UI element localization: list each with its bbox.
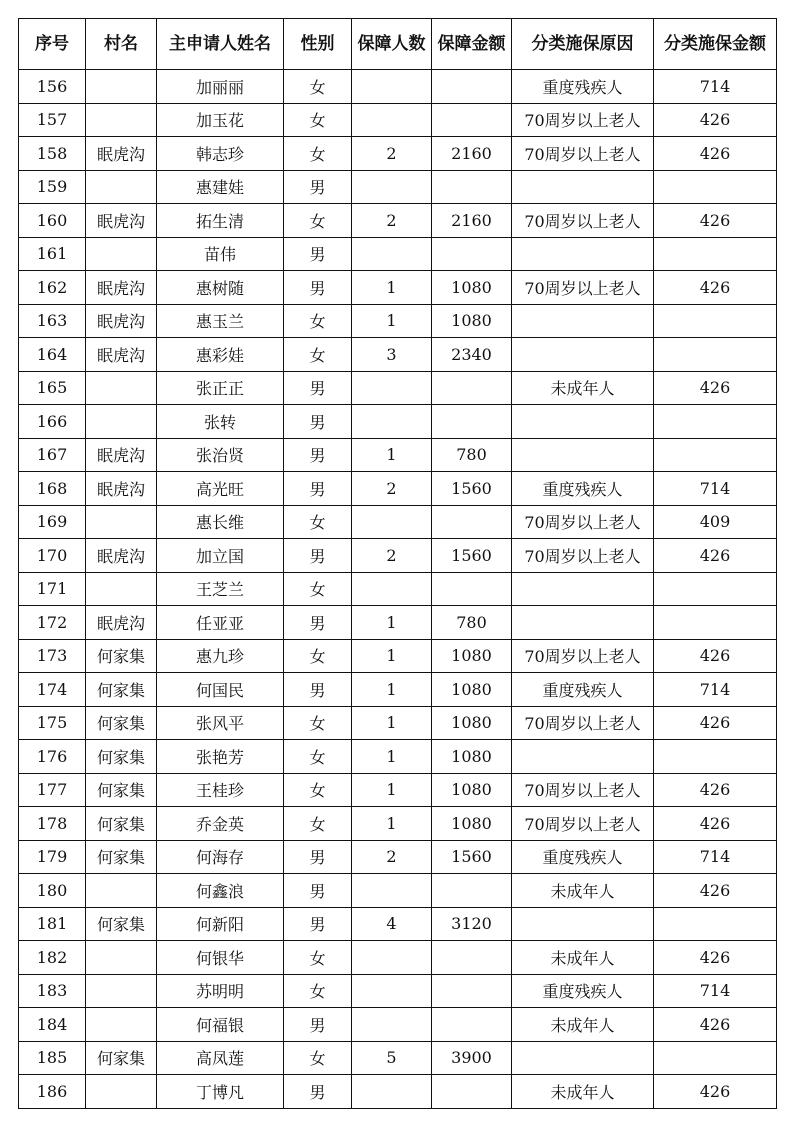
table-row — [19, 1075, 777, 1109]
persons-cell: 1 — [352, 740, 432, 774]
applicant-cell: 乔金英 — [157, 807, 284, 841]
serial-cell: 174 — [19, 673, 86, 707]
village-cell — [86, 874, 157, 908]
persons-cell — [352, 237, 432, 271]
class-amount-cell: 426 — [654, 271, 777, 305]
amount-cell: 1080 — [432, 271, 512, 305]
reason-cell — [512, 405, 654, 439]
serial-cell: 180 — [19, 874, 86, 908]
persons-cell: 3 — [352, 338, 432, 372]
reason-cell — [512, 438, 654, 472]
serial-cell: 165 — [19, 371, 86, 405]
header-village-name: 村名 — [86, 19, 157, 70]
header-assistance-amount: 保障金额 — [432, 19, 512, 70]
table-row — [19, 271, 777, 305]
applicant-cell: 高光旺 — [157, 472, 284, 506]
village-cell: 眠虎沟 — [86, 472, 157, 506]
amount-cell — [432, 505, 512, 539]
reason-cell: 70周岁以上老人 — [512, 706, 654, 740]
gender-cell: 女 — [284, 70, 352, 104]
gender-cell: 男 — [284, 539, 352, 573]
class-amount-cell: 426 — [654, 371, 777, 405]
table-row — [19, 103, 777, 137]
table-row — [19, 204, 777, 238]
village-cell — [86, 1008, 157, 1042]
village-cell: 眠虎沟 — [86, 438, 157, 472]
table-row — [19, 539, 777, 573]
gender-cell: 男 — [284, 606, 352, 640]
class-amount-cell: 426 — [654, 103, 777, 137]
reason-cell: 未成年人 — [512, 874, 654, 908]
reason-cell — [512, 606, 654, 640]
persons-cell: 1 — [352, 304, 432, 338]
applicant-cell: 加玉花 — [157, 103, 284, 137]
table-row — [19, 237, 777, 271]
reason-cell: 未成年人 — [512, 371, 654, 405]
reason-cell — [512, 170, 654, 204]
header-serial-number: 序号 — [19, 19, 86, 70]
table-row — [19, 472, 777, 506]
reason-cell: 重度残疾人 — [512, 673, 654, 707]
table-row — [19, 840, 777, 874]
applicant-cell: 张转 — [157, 405, 284, 439]
reason-cell: 重度残疾人 — [512, 472, 654, 506]
table-row — [19, 706, 777, 740]
reason-cell — [512, 907, 654, 941]
gender-cell: 女 — [284, 304, 352, 338]
village-cell — [86, 170, 157, 204]
persons-cell: 1 — [352, 271, 432, 305]
amount-cell — [432, 974, 512, 1008]
reason-cell: 70周岁以上老人 — [512, 204, 654, 238]
gender-cell: 男 — [284, 472, 352, 506]
serial-cell: 159 — [19, 170, 86, 204]
applicant-cell: 何银华 — [157, 941, 284, 975]
amount-cell: 1560 — [432, 539, 512, 573]
applicant-cell: 何海存 — [157, 840, 284, 874]
gender-cell: 女 — [284, 338, 352, 372]
serial-cell: 168 — [19, 472, 86, 506]
village-cell: 眠虎沟 — [86, 271, 157, 305]
village-cell: 何家集 — [86, 706, 157, 740]
reason-cell: 70周岁以上老人 — [512, 137, 654, 171]
table-row — [19, 907, 777, 941]
applicant-cell: 苗伟 — [157, 237, 284, 271]
village-cell: 何家集 — [86, 1041, 157, 1075]
applicant-cell: 高凤莲 — [157, 1041, 284, 1075]
serial-cell: 179 — [19, 840, 86, 874]
class-amount-cell — [654, 907, 777, 941]
village-cell — [86, 103, 157, 137]
persons-cell — [352, 1008, 432, 1042]
amount-cell — [432, 405, 512, 439]
table-row — [19, 1041, 777, 1075]
table-row — [19, 572, 777, 606]
amount-cell: 1080 — [432, 773, 512, 807]
village-cell — [86, 1075, 157, 1109]
class-amount-cell — [654, 170, 777, 204]
table-row — [19, 639, 777, 673]
amount-cell: 3900 — [432, 1041, 512, 1075]
reason-cell: 未成年人 — [512, 941, 654, 975]
class-amount-cell — [654, 338, 777, 372]
gender-cell: 男 — [284, 170, 352, 204]
applicant-cell: 惠九珍 — [157, 639, 284, 673]
gender-cell: 女 — [284, 941, 352, 975]
village-cell — [86, 70, 157, 104]
gender-cell: 女 — [284, 740, 352, 774]
serial-cell: 156 — [19, 70, 86, 104]
reason-cell: 未成年人 — [512, 1008, 654, 1042]
reason-cell: 70周岁以上老人 — [512, 639, 654, 673]
serial-cell: 164 — [19, 338, 86, 372]
class-amount-cell: 426 — [654, 1075, 777, 1109]
class-amount-cell: 426 — [654, 773, 777, 807]
village-cell — [86, 941, 157, 975]
table-row — [19, 338, 777, 372]
amount-cell — [432, 170, 512, 204]
persons-cell: 4 — [352, 907, 432, 941]
amount-cell: 3120 — [432, 907, 512, 941]
serial-cell: 182 — [19, 941, 86, 975]
persons-cell: 2 — [352, 840, 432, 874]
table-row — [19, 170, 777, 204]
village-cell — [86, 572, 157, 606]
gender-cell: 女 — [284, 974, 352, 1008]
serial-cell: 166 — [19, 405, 86, 439]
class-amount-cell: 426 — [654, 539, 777, 573]
amount-cell: 2340 — [432, 338, 512, 372]
persons-cell — [352, 874, 432, 908]
serial-cell: 170 — [19, 539, 86, 573]
village-cell: 何家集 — [86, 673, 157, 707]
class-amount-cell — [654, 237, 777, 271]
reason-cell — [512, 304, 654, 338]
amount-cell: 780 — [432, 606, 512, 640]
table-row — [19, 505, 777, 539]
village-cell — [86, 505, 157, 539]
persons-cell: 2 — [352, 204, 432, 238]
header-gender: 性别 — [284, 19, 352, 70]
gender-cell: 男 — [284, 1008, 352, 1042]
applicant-cell: 王桂珍 — [157, 773, 284, 807]
reason-cell: 70周岁以上老人 — [512, 773, 654, 807]
table-body — [19, 70, 777, 1109]
gender-cell: 男 — [284, 371, 352, 405]
table-row — [19, 941, 777, 975]
village-cell: 眠虎沟 — [86, 338, 157, 372]
amount-cell: 780 — [432, 438, 512, 472]
table-row — [19, 405, 777, 439]
village-cell: 眠虎沟 — [86, 204, 157, 238]
gender-cell: 女 — [284, 137, 352, 171]
amount-cell — [432, 941, 512, 975]
applicant-cell: 拓生清 — [157, 204, 284, 238]
amount-cell: 2160 — [432, 204, 512, 238]
class-amount-cell: 714 — [654, 70, 777, 104]
header-covered-persons: 保障人数 — [352, 19, 432, 70]
table-row — [19, 807, 777, 841]
persons-cell — [352, 70, 432, 104]
applicant-cell: 王芝兰 — [157, 572, 284, 606]
serial-cell: 175 — [19, 706, 86, 740]
persons-cell: 2 — [352, 539, 432, 573]
serial-cell: 167 — [19, 438, 86, 472]
applicant-cell: 张治贤 — [157, 438, 284, 472]
serial-cell: 157 — [19, 103, 86, 137]
serial-cell: 161 — [19, 237, 86, 271]
persons-cell — [352, 405, 432, 439]
table-row — [19, 673, 777, 707]
gender-cell: 女 — [284, 204, 352, 238]
table-row — [19, 438, 777, 472]
persons-cell: 2 — [352, 472, 432, 506]
village-cell — [86, 237, 157, 271]
village-cell: 眠虎沟 — [86, 606, 157, 640]
gender-cell: 女 — [284, 706, 352, 740]
applicant-cell: 韩志珍 — [157, 137, 284, 171]
class-amount-cell — [654, 572, 777, 606]
class-amount-cell: 426 — [654, 706, 777, 740]
assistance-table — [18, 18, 777, 1109]
persons-cell: 2 — [352, 137, 432, 171]
applicant-cell: 丁博凡 — [157, 1075, 284, 1109]
table-row — [19, 70, 777, 104]
serial-cell: 158 — [19, 137, 86, 171]
persons-cell — [352, 505, 432, 539]
persons-cell: 1 — [352, 639, 432, 673]
class-amount-cell: 409 — [654, 505, 777, 539]
applicant-cell: 张艳芳 — [157, 740, 284, 774]
village-cell: 何家集 — [86, 639, 157, 673]
table-row — [19, 773, 777, 807]
reason-cell: 70周岁以上老人 — [512, 807, 654, 841]
gender-cell: 女 — [284, 572, 352, 606]
class-amount-cell — [654, 606, 777, 640]
applicant-cell: 苏明明 — [157, 974, 284, 1008]
table-row — [19, 137, 777, 171]
applicant-cell: 何新阳 — [157, 907, 284, 941]
class-amount-cell: 714 — [654, 974, 777, 1008]
serial-cell: 184 — [19, 1008, 86, 1042]
amount-cell: 1560 — [432, 840, 512, 874]
header-applicant-name: 主申请人姓名 — [157, 19, 284, 70]
table-row — [19, 606, 777, 640]
class-amount-cell: 426 — [654, 1008, 777, 1042]
village-cell — [86, 371, 157, 405]
serial-cell: 181 — [19, 907, 86, 941]
applicant-cell: 加丽丽 — [157, 70, 284, 104]
table-row — [19, 874, 777, 908]
village-cell — [86, 405, 157, 439]
gender-cell: 女 — [284, 505, 352, 539]
serial-cell: 163 — [19, 304, 86, 338]
persons-cell — [352, 974, 432, 1008]
amount-cell — [432, 237, 512, 271]
serial-cell: 177 — [19, 773, 86, 807]
reason-cell — [512, 1041, 654, 1075]
applicant-cell: 任亚亚 — [157, 606, 284, 640]
serial-cell: 169 — [19, 505, 86, 539]
reason-cell: 未成年人 — [512, 1075, 654, 1109]
persons-cell: 1 — [352, 438, 432, 472]
reason-cell: 70周岁以上老人 — [512, 505, 654, 539]
gender-cell: 女 — [284, 1041, 352, 1075]
gender-cell: 男 — [284, 405, 352, 439]
applicant-cell: 惠树随 — [157, 271, 284, 305]
serial-cell: 185 — [19, 1041, 86, 1075]
reason-cell: 70周岁以上老人 — [512, 539, 654, 573]
class-amount-cell: 426 — [654, 941, 777, 975]
gender-cell: 男 — [284, 907, 352, 941]
amount-cell — [432, 70, 512, 104]
persons-cell — [352, 1075, 432, 1109]
class-amount-cell: 426 — [654, 874, 777, 908]
village-cell: 何家集 — [86, 773, 157, 807]
applicant-cell: 惠长维 — [157, 505, 284, 539]
serial-cell: 183 — [19, 974, 86, 1008]
table-row — [19, 1008, 777, 1042]
gender-cell: 男 — [284, 271, 352, 305]
persons-cell: 1 — [352, 807, 432, 841]
gender-cell: 男 — [284, 237, 352, 271]
amount-cell — [432, 103, 512, 137]
table-row — [19, 974, 777, 1008]
gender-cell: 男 — [284, 874, 352, 908]
reason-cell — [512, 572, 654, 606]
amount-cell: 1080 — [432, 639, 512, 673]
amount-cell — [432, 1008, 512, 1042]
persons-cell: 1 — [352, 706, 432, 740]
village-cell: 眠虎沟 — [86, 539, 157, 573]
serial-cell: 172 — [19, 606, 86, 640]
gender-cell: 男 — [284, 438, 352, 472]
gender-cell: 女 — [284, 773, 352, 807]
header-classification-reason: 分类施保原因 — [512, 19, 654, 70]
persons-cell: 1 — [352, 606, 432, 640]
persons-cell: 5 — [352, 1041, 432, 1075]
serial-cell: 162 — [19, 271, 86, 305]
village-cell: 眠虎沟 — [86, 304, 157, 338]
serial-cell: 173 — [19, 639, 86, 673]
class-amount-cell: 426 — [654, 807, 777, 841]
serial-cell: 186 — [19, 1075, 86, 1109]
amount-cell: 2160 — [432, 137, 512, 171]
applicant-cell: 何福银 — [157, 1008, 284, 1042]
persons-cell — [352, 941, 432, 975]
gender-cell: 女 — [284, 807, 352, 841]
amount-cell: 1080 — [432, 673, 512, 707]
table-row — [19, 740, 777, 774]
applicant-cell: 惠建娃 — [157, 170, 284, 204]
amount-cell: 1080 — [432, 740, 512, 774]
amount-cell — [432, 371, 512, 405]
village-cell: 何家集 — [86, 807, 157, 841]
reason-cell: 重度残疾人 — [512, 974, 654, 1008]
reason-cell — [512, 338, 654, 372]
amount-cell — [432, 572, 512, 606]
serial-cell: 178 — [19, 807, 86, 841]
gender-cell: 女 — [284, 103, 352, 137]
class-amount-cell — [654, 1041, 777, 1075]
class-amount-cell: 714 — [654, 840, 777, 874]
applicant-cell: 张正正 — [157, 371, 284, 405]
class-amount-cell: 426 — [654, 639, 777, 673]
class-amount-cell — [654, 304, 777, 338]
persons-cell — [352, 572, 432, 606]
table-header-row — [19, 19, 777, 70]
gender-cell: 女 — [284, 639, 352, 673]
reason-cell — [512, 740, 654, 774]
village-cell — [86, 974, 157, 1008]
persons-cell: 1 — [352, 773, 432, 807]
persons-cell — [352, 170, 432, 204]
amount-cell: 1080 — [432, 304, 512, 338]
amount-cell: 1080 — [432, 807, 512, 841]
class-amount-cell — [654, 438, 777, 472]
class-amount-cell: 714 — [654, 472, 777, 506]
serial-cell: 176 — [19, 740, 86, 774]
reason-cell — [512, 237, 654, 271]
class-amount-cell: 426 — [654, 137, 777, 171]
reason-cell: 70周岁以上老人 — [512, 271, 654, 305]
applicant-cell: 张风平 — [157, 706, 284, 740]
village-cell: 何家集 — [86, 740, 157, 774]
serial-cell: 171 — [19, 572, 86, 606]
reason-cell: 重度残疾人 — [512, 840, 654, 874]
amount-cell: 1080 — [432, 706, 512, 740]
document-page — [18, 18, 776, 1109]
applicant-cell: 何国民 — [157, 673, 284, 707]
persons-cell — [352, 371, 432, 405]
amount-cell: 1560 — [432, 472, 512, 506]
reason-cell: 70周岁以上老人 — [512, 103, 654, 137]
gender-cell: 男 — [284, 840, 352, 874]
serial-cell: 160 — [19, 204, 86, 238]
class-amount-cell: 426 — [654, 204, 777, 238]
village-cell: 何家集 — [86, 840, 157, 874]
class-amount-cell — [654, 405, 777, 439]
amount-cell — [432, 1075, 512, 1109]
applicant-cell: 何鑫浪 — [157, 874, 284, 908]
reason-cell: 重度残疾人 — [512, 70, 654, 104]
class-amount-cell — [654, 740, 777, 774]
gender-cell: 男 — [284, 1075, 352, 1109]
applicant-cell: 惠彩娃 — [157, 338, 284, 372]
amount-cell — [432, 874, 512, 908]
applicant-cell: 加立国 — [157, 539, 284, 573]
class-amount-cell: 714 — [654, 673, 777, 707]
village-cell: 何家集 — [86, 907, 157, 941]
gender-cell: 男 — [284, 673, 352, 707]
header-classification-amount: 分类施保金额 — [654, 19, 777, 70]
persons-cell: 1 — [352, 673, 432, 707]
village-cell: 眠虎沟 — [86, 137, 157, 171]
applicant-cell: 惠玉兰 — [157, 304, 284, 338]
table-row — [19, 304, 777, 338]
persons-cell — [352, 103, 432, 137]
table-row — [19, 371, 777, 405]
